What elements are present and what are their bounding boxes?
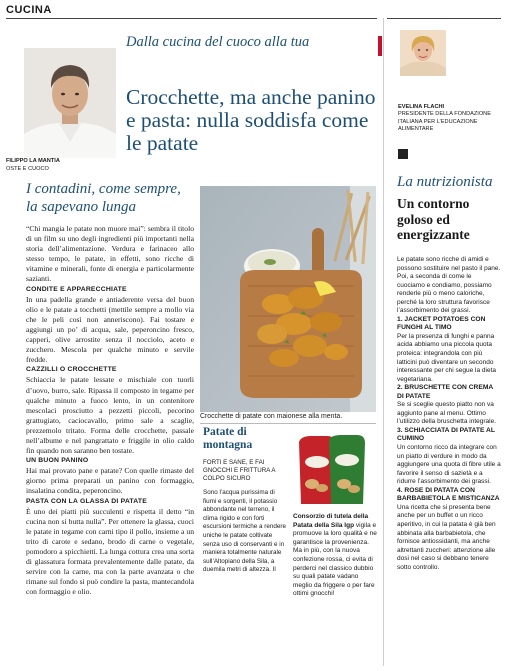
chef-portrait [24, 48, 116, 158]
headline: Crocchette, ma anche panino e pasta: nulla soddisfa come le patate [126, 85, 376, 155]
croquettes-illustration [200, 186, 376, 412]
body-paragraph: “Chi mangia le patate non muore mai”: sembra il titolo di un film su uno degli ingredienti più importanti nella storia dell’alimentazione. Verdura e farinaceo allo stesso tempo, le patate, in effetti, sono ricche di vitamine e minerali, fonte di energia e particolarmente sazianti. [26, 224, 194, 284]
section-label: CUCINA [6, 4, 52, 16]
chef-role: OSTE E CUOCO [6, 166, 49, 172]
consorzio-name: Consorzio di tutela della Patata della Sila Igp [293, 513, 369, 529]
montagna-title: Patate di montagna [203, 426, 253, 451]
potato-bags-illustration [293, 432, 369, 508]
photo-caption: Crocchette di patate con maionese alla menta. [200, 413, 343, 420]
main-body-text [26, 224, 194, 597]
nutritionist-heading: La nutrizionista [397, 174, 493, 190]
nutritionist-portrait [400, 30, 446, 76]
body-paragraph: In una padella grande e antiaderente versa del buon olio e le patate a tocchetti (mettile sempre a mollo via che le peli così non anneriscono). Fai tostare e aggiungi un po’ di acqua, sale, peperoncino fresco, capperi, olive arrostite senza il nocciolo, aceto e zucchero. Mescola per qualche minuto e servile fredde. [26, 294, 194, 365]
nutritionist-photo-illustration [400, 30, 446, 76]
right-subheading: 3. SCHIACCIATA DI PATATE AL CUMINO [397, 426, 495, 443]
top-rule-right [387, 18, 501, 19]
body-paragraph: Hai mai provato pane e patate? Con quelle rimaste del giorno prima preparati un panino con formaggio, insalatina condita, peperoncino. [26, 466, 194, 496]
chef-name: FILIPPO LA MANTIA [6, 158, 60, 164]
column-divider [383, 18, 384, 666]
body-subheading: CONDITE E APPARECCHIATE [26, 285, 127, 293]
body-subheading: CAZZILLI O CROCCHETTE [26, 366, 117, 374]
consorzio-text [293, 513, 377, 599]
top-rule [6, 18, 377, 19]
red-accent-bar [378, 36, 382, 56]
right-paragraph: Una ricetta che si presenta bene anche per un buffet o un ricco aperitivo, in cui la patata è già ben abbinata alla barbabietola, che fornisce antiossidanti, ma anche altrettanti zuccheri: attenzione alle dosi nel caso si debbano tenere sotto controllo. [397, 503, 496, 571]
caption-rule [200, 423, 376, 424]
body-subheading: UN BUON PANINO [26, 457, 89, 465]
potato-packages [293, 432, 369, 508]
chef-caption [6, 157, 60, 173]
right-subheading: 4. ROSE DI PATATA CON BARBABIETOLA E MISTICANZA [397, 486, 500, 503]
contorno-title: Un contorno goloso ed energizzante [397, 196, 470, 242]
nutritionist-caption [398, 104, 498, 133]
lead-title: I contadini, come sempre, la sapevano lunga [26, 181, 181, 215]
article-subtitle: Dalla cucina del cuoco alla tua [126, 34, 310, 50]
croquettes-photo [200, 186, 376, 412]
nutritionist-body [397, 256, 501, 572]
montagna-kicker: FORTI E SANE, E FAI GNOCCHI E FRITTURA A COLPO SICURO [203, 459, 276, 482]
right-subheading: 2. BRUSCHETTE CON CREMA DI PATATE [397, 384, 493, 400]
right-paragraph: Le patate sono ricche di amidi e possono sostituire nel pasto il pane. Poi, a seconda di come le cuociamo e condiamo, possiamo renderle più o meno caloriche, perché la loro struttura favorisce l’assorbimento dei grassi. [397, 256, 501, 315]
consorzio-description: vigila e promuove la loro qualità e ne garantisce la provenienza. Ma in più, con la nuova confezione rossa, ci evita di perderci nel classico dubbio su quali patate vadano meglio da friggere o per fare ottimi gnocchi! [293, 521, 377, 598]
nutritionist-name: EVELINA FLACHI [398, 104, 445, 110]
chef-photo-illustration [24, 48, 116, 158]
body-paragraph: Schiaccia le patate lessate e mischiale con tuorli d’uovo, burro, sale. Ripassa il composto in tegame per qualche minuto a fuoco lento, in un contenitore mescolaci prosciutto a pezzetti piccoli, pecorino grattugiato, caciocavallo, primo sale a scaglie, prezzemolo tritato. Forma delle crocchette, passale nell’albume e nel pangrattato e friggile in olio caldo fin quando non saranno ben tostate. [26, 375, 194, 456]
nutritionist-role: PRESIDENTE DELLA FONDAZIONE ITALIANA PER L’EDUCAZIONE ALIMENTARE [398, 111, 491, 132]
body-subheading: PASTA CON LA GLASSA DI PATATE [26, 497, 147, 505]
right-subheading: 1. JACKET POTATOES CON FUNGHI AL TIMO [397, 315, 486, 332]
black-square-marker [398, 149, 408, 159]
right-paragraph: Se si sceglie questo piatto non va aggiunto pane al menu. Ottimo l’utilizzo della bruschetta integrale. [397, 401, 496, 426]
body-paragraph: È uno dei piatti più succulenti e rispetta il detto “in cucina non si butta nulla”. Per ottenere la glassa, cuoci le patate in tegame con carni tipo il pollo, insieme a un trito di carote e sedano, brodo di carne o vegetale, pomodoro a spicchietti. La lunga cottura crea una sorta di glassatura formata prevalentemente dalle patate, da servire con la carne, ma con la parte avanzata o che rimane sul fondo si può condire la pasta, mantecandola con formaggio e olio. [26, 506, 194, 597]
montagna-body: Sono l’acqua purissima di fiumi e sorgenti, il potassio abbondante nel terreno, il clima rigido e con forti escursioni termiche a rendere uniche le patate coltivate senza uso di conservanti e in maniera totalmente naturale sull’Altopiano della Sila, a duemila metri di altezza. Il [203, 489, 286, 574]
right-paragraph: Un contorno ricco da integrare con un piatto di verdure in modo da aggiungere una quota di fibre utile a favorire il senso di sazietà e a ridurre l’assorbimento dei grassi. [397, 444, 501, 486]
right-paragraph: Per la presenza di funghi e panna acida abbiamo una piccola quota proteica: integrandola con più latticini può diventare un secondo interessante per chi segue la dieta vegetariana. [397, 332, 497, 383]
